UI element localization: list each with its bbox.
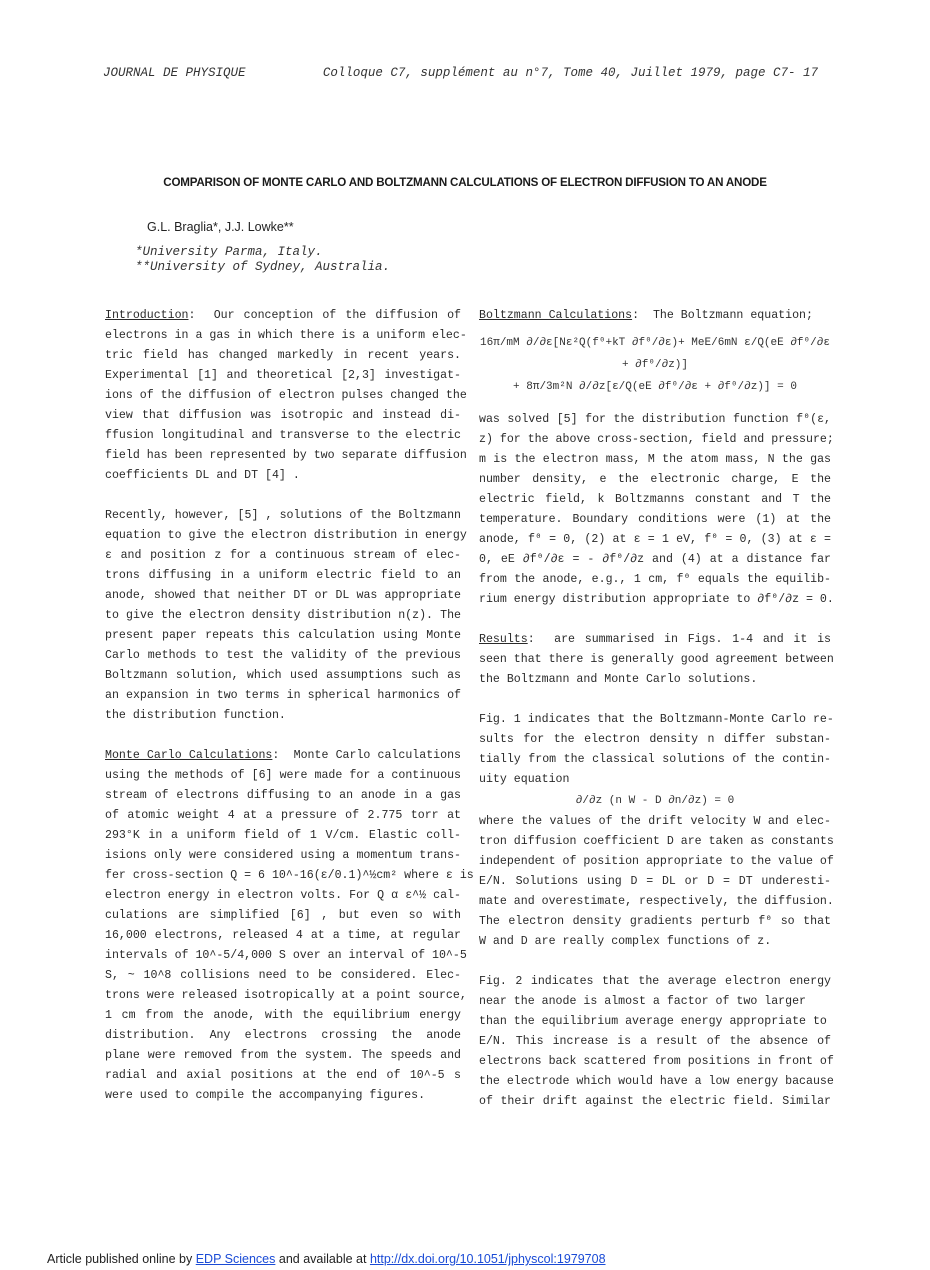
introduction-paragraph: Introduction: Our conception of the diffusion of electrons in a gas in which there is a uniform elec- tric field has changed markedly in recent years. Experimental [1] and theoretical [2,3] investigat- ions of the diffusion of electron pulses changed the view that diffusion was isotropic and instead di- ffusion longitudinal and transverse to the electric field has been represented by two separate diffusion coefficients DL and DT [4] . xyxy=(105,306,461,486)
text-line: Recently, however, [5] , solutions of the Boltzmann xyxy=(105,509,461,522)
text-line: intervals of 10^-5/4,000 S over an interval of 10^-5 xyxy=(105,949,467,962)
issue-citation: Colloque C7, supplément au n°7, Tome 40, Juillet 1979, page C7- 17 xyxy=(322,66,818,80)
text-line: are summarised in Figs. 1-4 and it is xyxy=(554,633,831,646)
monte-carlo-paragraph: Monte Carlo Calculations: Monte Carlo calculations using the methods of [6] were made for a continuous stream of electrons diffusing to an anode in a gas of atomic weight 4 at a pressure of 2.775 torr at 293°K in a uniform field of 1 V/cm. Elastic coll- isions only were considered using a momentum trans- fer cross-section Q = 6 10^-16(ε/0.1)^½cm² where ε is electron energy in electron volts. For Q α ε^½ cal- culations are simplified [6] , but even so with 16,000 electrons, released 4 at a time, at regular intervals of 10^-5/4,000 S over an interval of 10^-5 S, ~ 10^8 collisions need to be considered. Elec- trons were released isotropically at a point source, 1 cm from the anode, with the equilibrium energy distribution. Any electrons crossing the anode plane were removed from the system. The speeds and radial and axial positions at the end of 10^-5 s were used to compile the accompanying figures. xyxy=(105,746,461,1106)
text-line: 0, eE ∂f⁰/∂ε = - ∂f⁰/∂z and (4) at a distance far xyxy=(479,553,831,566)
text-line: ions of the diffusion of electron pulses changed the xyxy=(105,389,467,402)
text-line: uity equation xyxy=(479,773,570,786)
text-line: anode, f⁰ = 0, (2) at ε = 1 eV, f⁰ = 0, (3) at ε = xyxy=(479,533,831,546)
text-line: where the values of the drift velocity W and elec- xyxy=(479,815,831,828)
text-line: E/N. This increase is a result of the absence of xyxy=(479,1035,831,1048)
journal-name: JOURNAL DE PHYSIQUE xyxy=(103,66,246,80)
text-line: tron diffusion coefficient D are taken as constants xyxy=(479,835,834,848)
text-line: The Boltzmann equation; xyxy=(652,309,813,322)
text-line: mate and overestimate, respectively, the diffusion. xyxy=(479,895,834,908)
text-line: were used to compile the accompanying figures. xyxy=(105,1089,426,1102)
text-line: the Boltzmann and Monte Carlo solutions. xyxy=(479,673,758,686)
text-line: Experimental [1] and theoretical [2,3] investigat- xyxy=(105,369,461,382)
text-line: fer cross-section Q = 6 10^-16(ε/0.1)^½cm² where ε is xyxy=(105,869,474,882)
text-line: Fig. 1 indicates that the Boltzmann-Monte Carlo re- xyxy=(479,713,834,726)
text-line: Our conception of the diffusion of xyxy=(213,309,461,322)
publisher-link[interactable]: EDP Sciences xyxy=(195,1252,276,1266)
text-line: using the methods of [6] were made for a continuous xyxy=(105,769,461,782)
right-column xyxy=(479,306,834,1132)
boltzmann-equation xyxy=(479,332,831,398)
text-line: rium energy distribution appropriate to ∂f⁰/∂z = 0. xyxy=(479,593,834,606)
text-line: E/N. Solutions using D = DL or D = DT underesti- xyxy=(479,875,831,888)
text-line: coefficients DL and DT [4] . xyxy=(105,469,300,482)
footer-prefix: Article published online by xyxy=(47,1252,193,1266)
fig1-paragraph xyxy=(479,710,834,952)
text-line: an expansion in two terms in spherical harmonics of xyxy=(105,689,461,702)
results-heading: Results xyxy=(479,633,528,646)
text-line: Monte Carlo calculations xyxy=(293,749,462,762)
text-line: from the anode, e.g., 1 cm, f⁰ equals the equilib- xyxy=(479,573,831,586)
text-line: to give the electron density distribution n(z). The xyxy=(105,609,461,622)
monte-carlo-heading: Monte Carlo Calculations xyxy=(105,749,273,762)
text-line: ε and position z for a continuous stream of elec- xyxy=(105,549,461,562)
text-line: field has been represented by two separate diffusion xyxy=(105,449,467,462)
text-line: radial and axial positions at the end of 10^-5 s xyxy=(105,1069,461,1082)
affiliation-sydney: **University of Sydney, Australia. xyxy=(135,260,391,274)
recently-paragraph xyxy=(105,506,467,726)
text-line: electron energy in electron volts. For Q α ε^½ cal- xyxy=(105,889,461,902)
affiliation-parma: *University Parma, Italy. xyxy=(135,245,323,259)
authors: G.L. Braglia*, J.J. Lowke** xyxy=(147,220,294,234)
text-line: the distribution function. xyxy=(105,709,286,722)
text-line: distribution. Any electrons crossing the anode xyxy=(105,1029,461,1042)
footer-middle: and available at xyxy=(278,1252,367,1266)
text-line: The electron density gradients perturb f⁰ so that xyxy=(479,915,831,928)
text-line: of their drift against the electric field. Similar xyxy=(479,1095,831,1108)
text-line: equation to give the electron distribution in energy xyxy=(105,529,467,542)
results-paragraph: Results: are summarised in Figs. 1-4 and it is seen that there is generally good agreement between the Boltzmann and Monte Carlo solutions. xyxy=(479,630,831,690)
text-line: Boltzmann solution, which used assumptions such as xyxy=(105,669,461,682)
text-line: was solved [5] for the distribution function f⁰(ε, xyxy=(479,413,831,426)
boltzmann-heading: Boltzmann Calculations xyxy=(479,309,633,322)
equation-line: 16π/mM ∂/∂ε[Nε²Q(f⁰+kT ∂f⁰/∂ε)+ MeE/6mN ε/Q(eE ∂f⁰/∂ε + ∂f⁰/∂z)] xyxy=(480,337,830,371)
left-column xyxy=(105,306,474,1126)
text-line: electric field, k Boltzmanns constant and T the xyxy=(479,493,831,506)
equation-line: + 8π/3m²N ∂/∂z[ε/Q(eE ∂f⁰/∂ε + ∂f⁰/∂z)] = 0 xyxy=(513,381,797,393)
fig2-paragraph xyxy=(479,972,834,1112)
footer xyxy=(47,1252,606,1266)
text-line: view that diffusion was isotropic and instead di- xyxy=(105,409,461,422)
text-line: independent of position appropriate to the value of xyxy=(479,855,834,868)
text-line: present paper repeats this calculation using Monte xyxy=(105,629,461,642)
paper-title: COMPARISON OF MONTE CARLO AND BOLTZMANN CALCULATIONS OF ELECTRON DIFFUSION TO AN ANODE xyxy=(163,176,767,189)
text-line: stream of electrons diffusing to an anode in a gas xyxy=(105,789,461,802)
text-line: number density, e the electronic charge, E the xyxy=(479,473,831,486)
text-line: 16,000 electrons, released 4 at a time, at regular xyxy=(105,929,461,942)
text-line: near the anode is almost a factor of two larger xyxy=(479,995,806,1008)
text-line: seen that there is generally good agreement between xyxy=(479,653,834,666)
text-line: temperature. Boundary conditions were (1) at the xyxy=(479,513,831,526)
text-line: culations are simplified [6] , but even so with xyxy=(105,909,461,922)
text-line: 293°K in a uniform field of 1 V/cm. Elastic coll- xyxy=(105,829,461,842)
text-line: isions only were considered using a momentum trans- xyxy=(105,849,461,862)
text-line: sults for the electron density n differ substan- xyxy=(479,733,831,746)
text-line: the electrode which would have a low energy bacause xyxy=(479,1075,834,1088)
text-line: z) for the above cross-section, field and pressure; xyxy=(479,433,834,446)
text-line: anode, showed that neither DT or DL was appropriate xyxy=(105,589,461,602)
text-line: plane were removed from the system. The speeds and xyxy=(105,1049,461,1062)
doi-link[interactable]: http://dx.doi.org/10.1051/jphyscol:1979708 xyxy=(369,1252,606,1266)
text-line: tially from the classical solutions of the contin- xyxy=(479,753,831,766)
text-line: electrons in a gas in which there is a uniform elec- xyxy=(105,329,467,342)
text-line: ffusion longitudinal and transverse to the electric xyxy=(105,429,461,442)
text-line: trons diffusing in a uniform electric field to an xyxy=(105,569,461,582)
text-line: trons were released isotropically at a point source, xyxy=(105,989,467,1002)
introduction-heading: Introduction xyxy=(105,309,189,322)
text-line: Fig. 2 indicates that the average electron energy xyxy=(479,975,831,988)
text-line: 1 cm from the anode, with the equilibrium energy xyxy=(105,1009,461,1022)
boltzmann-section: Boltzmann Calculations: The Boltzmann equation; 16π/mM ∂/∂ε[Nε²Q(f⁰+kT ∂f⁰/∂ε)+ MeE/6mN ε/Q(eE ∂f⁰/∂ε + ∂f⁰/∂z)] + 8π/3m²N ∂/∂z[ε/Q(eE ∂f⁰/∂ε + ∂f⁰/∂z)] = 0 was solved [5] for the distribution function f⁰(ε, z) for the above cross-section, field and pressure; m is the electron mass, M the atom mass, N the gas number density, e the electronic charge, E the electric field, k Boltzmanns constant and T the temperature. Boundary conditions were (1) at the anode, f⁰ = 0, (2) at ε = 1 eV, f⁰ = 0, (3) at ε = 0, eE ∂f⁰/∂ε = - ∂f⁰/∂z and (4) at a distance far from the anode, e.g., 1 cm, f⁰ equals the equilib- rium energy distribution appropriate to ∂f⁰/∂z = 0. xyxy=(479,306,831,610)
text-line: than the equilibrium average energy appropriate to xyxy=(479,1015,827,1028)
text-line: W and D are really complex functions of z. xyxy=(479,935,772,948)
text-line: of atomic weight 4 at a pressure of 2.775 torr at xyxy=(105,809,461,822)
text-line: S, ~ 10^8 collisions need to be considered. Elec- xyxy=(105,969,461,982)
text-line: m is the electron mass, M the atom mass, N the gas xyxy=(479,453,831,466)
text-line: electrons back scattered from positions in front of xyxy=(479,1055,834,1068)
text-line: Carlo methods to test the validity of the previous xyxy=(105,649,461,662)
continuity-equation: ∂/∂z (n W - D ∂n/∂z) = 0 xyxy=(575,795,735,807)
text-line: tric field has changed markedly in recent years. xyxy=(105,349,461,362)
